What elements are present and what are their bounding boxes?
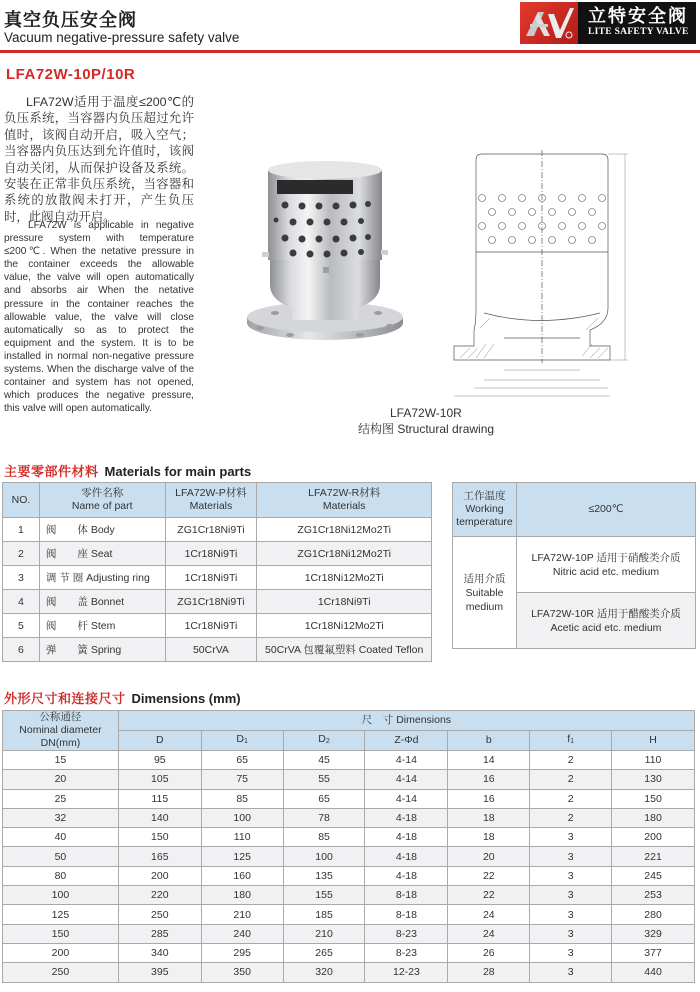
- cell-dimension: 28: [448, 963, 530, 982]
- cell-no: 5: [3, 614, 40, 638]
- temperature-label-en1: Working: [465, 503, 504, 515]
- cell-dimension: 8-23: [365, 943, 448, 962]
- cell-dimension: 4-18: [365, 866, 448, 885]
- medium-p-en: Nitric acid etc. medium: [552, 565, 660, 578]
- medium-r: [516, 593, 695, 649]
- drawing-caption-model: LFA72W-10R: [390, 406, 462, 420]
- cell-r-material: 50CrVA 包覆氟塑料 Coated Teflon: [257, 638, 432, 662]
- dimension-column-header: [365, 731, 448, 751]
- dimension-column-header: [448, 731, 530, 751]
- page-title-cn: 真空负压安全阀: [4, 10, 137, 30]
- cell-dimension: 4-14: [365, 770, 448, 789]
- cell-dimension: 8-23: [365, 924, 448, 943]
- cell-p-material: 1Cr18Ni9Ti: [165, 566, 257, 590]
- cell-dimension: 140: [118, 808, 201, 827]
- cell-dimension: 16: [448, 770, 530, 789]
- header-r-en: Materials: [322, 500, 366, 512]
- cell-dimension: 2: [530, 808, 612, 827]
- cell-dimension: 150: [118, 828, 201, 847]
- cell-dimension: 185: [283, 905, 365, 924]
- column-label: H: [649, 734, 657, 746]
- cell-dimension: 210: [201, 905, 283, 924]
- brand-name-en: LITE SAFETY VALVE: [588, 27, 689, 37]
- cell-dimension: 220: [118, 886, 201, 905]
- header-name-cn: 零件名称: [81, 487, 124, 499]
- dimension-column-header: [530, 731, 612, 751]
- dimensions-section-title: [4, 688, 241, 707]
- cell-dn: 15: [3, 751, 119, 770]
- materials-row: [3, 638, 432, 662]
- cell-p-material: 1Cr18Ni9Ti: [165, 614, 257, 638]
- structural-drawing: [440, 148, 690, 398]
- cell-dimension: 18: [448, 828, 530, 847]
- dimensions-row: [3, 751, 695, 770]
- cell-r-material: ZG1Cr18Ni12Mo2Ti: [257, 542, 432, 566]
- cell-dimension: 65: [201, 751, 283, 770]
- temperature-label: [453, 483, 517, 537]
- dimensions-row: [3, 789, 695, 808]
- header-p-cn: LFA72W-P材料: [175, 487, 247, 499]
- materials-row: [3, 590, 432, 614]
- brand-name: [578, 2, 696, 44]
- materials-table: [2, 482, 432, 662]
- cell-dimension: 3: [530, 828, 612, 847]
- cell-dimension: 22: [448, 886, 530, 905]
- cell-dimension: 78: [283, 808, 365, 827]
- temperature-label-en2: temperature: [456, 516, 513, 528]
- column-label: f: [567, 733, 571, 745]
- conditions-table: [452, 482, 696, 649]
- header-divider: [0, 50, 700, 53]
- cell-dimension: 3: [530, 943, 612, 962]
- brand-logo: [520, 2, 696, 44]
- cell-dn: 200: [3, 943, 119, 962]
- medium-r-cn: LFA72W-10R 适用于醋酸类介质: [531, 607, 681, 620]
- dimension-column-header: [118, 731, 201, 751]
- cell-dimension: 200: [118, 866, 201, 885]
- cell-dn: 40: [3, 828, 119, 847]
- cell-no: 4: [3, 590, 40, 614]
- column-label: Z-Φd: [394, 734, 419, 746]
- cell-dimension: 440: [612, 963, 695, 982]
- cell-dn: 32: [3, 808, 119, 827]
- cell-dimension: 2: [530, 789, 612, 808]
- cell-dimension: 350: [201, 963, 283, 982]
- header-dn-en2: DN(mm): [40, 737, 81, 749]
- header-dn-en1: Nominal diameter: [19, 724, 102, 736]
- cell-dimension: 125: [201, 847, 283, 866]
- cell-dimension: 115: [118, 789, 201, 808]
- header-name-en: Name of part: [71, 500, 133, 512]
- logo-icon: [520, 2, 578, 44]
- dimension-column-header: [612, 731, 695, 751]
- cell-dimension: 253: [612, 886, 695, 905]
- medium-label-en2: medium: [465, 600, 504, 613]
- cell-p-material: 50CrVA: [165, 638, 257, 662]
- column-subscript: 2: [325, 738, 330, 745]
- cell-p-material: ZG1Cr18Ni9Ti: [165, 518, 257, 542]
- product-photo: [230, 150, 420, 360]
- dimensions-row: [3, 905, 695, 924]
- dimensions-row: [3, 943, 695, 962]
- column-subscript: 1: [244, 738, 248, 745]
- cell-dimension: 3: [530, 886, 612, 905]
- cell-dimension: 26: [448, 943, 530, 962]
- cell-dimension: 8-18: [365, 886, 448, 905]
- medium-label: [453, 537, 517, 649]
- dimension-column-header: [283, 731, 365, 751]
- dimensions-row: [3, 828, 695, 847]
- temperature-value: ≤200℃: [516, 483, 695, 537]
- cell-dimension: 3: [530, 847, 612, 866]
- cell-no: 2: [3, 542, 40, 566]
- cell-no: 3: [3, 566, 40, 590]
- cell-dimension: 130: [612, 770, 695, 789]
- cell-dimension: 250: [118, 905, 201, 924]
- cell-dimension: 22: [448, 866, 530, 885]
- cell-dimension: 221: [612, 847, 695, 866]
- cell-dimension: 210: [283, 924, 365, 943]
- dimensions-row: [3, 866, 695, 885]
- dimension-column-header: [201, 731, 283, 751]
- cell-dimension: 285: [118, 924, 201, 943]
- cell-part-name: 调 节 圈 Adjusting ring: [39, 566, 165, 590]
- drawing-caption: [358, 405, 508, 437]
- column-label: D: [236, 733, 245, 745]
- cell-dimension: 85: [283, 828, 365, 847]
- column-label: D: [156, 734, 164, 746]
- cell-dimension: 265: [283, 943, 365, 962]
- header-name: [39, 483, 165, 518]
- temperature-label-cn: 工作温度: [463, 490, 506, 502]
- cell-dn: 250: [3, 963, 119, 982]
- cell-dn: 125: [3, 905, 119, 924]
- cell-part-name: 阀 盖 Bonnet: [39, 590, 165, 614]
- dimensions-title-en: Dimensions (mm): [131, 691, 241, 706]
- cell-dimension: 20: [448, 847, 530, 866]
- dimensions-row: [3, 963, 695, 982]
- cell-dimension: 320: [283, 963, 365, 982]
- cell-no: 1: [3, 518, 40, 542]
- cell-dimension: 100: [283, 847, 365, 866]
- cell-dn: 20: [3, 770, 119, 789]
- cell-dimension: 280: [612, 905, 695, 924]
- cell-r-material: 1Cr18Ni12Mo2Ti: [257, 614, 432, 638]
- medium-r-en: Acetic acid etc. medium: [550, 621, 662, 634]
- cell-dimension: 14: [448, 751, 530, 770]
- materials-title-en: Materials for main parts: [104, 464, 252, 479]
- cell-dimension: 65: [283, 789, 365, 808]
- brand-name-cn: 立特安全阀: [588, 6, 688, 26]
- cell-dimension: 240: [201, 924, 283, 943]
- cell-dn: 80: [3, 866, 119, 885]
- cell-part-name: 弹 簧 Spring: [39, 638, 165, 662]
- drawing-caption-text: 结构图 Structural drawing: [358, 422, 495, 436]
- page-title-en: Vacuum negative-pressure safety valve: [4, 30, 240, 45]
- cell-r-material: 1Cr18Ni9Ti: [257, 590, 432, 614]
- header-dimensions-group: 尺 寸 Dimensions: [118, 711, 694, 731]
- header-p-material: [165, 483, 257, 518]
- cell-dimension: 2: [530, 751, 612, 770]
- cell-dimension: 4-18: [365, 828, 448, 847]
- cell-dimension: 180: [612, 808, 695, 827]
- cell-r-material: 1Cr18Ni12Mo2Ti: [257, 566, 432, 590]
- cell-part-name: 阀 座 Seat: [39, 542, 165, 566]
- materials-section-title: [4, 461, 251, 480]
- cell-dimension: 75: [201, 770, 283, 789]
- cell-dimension: 4-18: [365, 808, 448, 827]
- materials-row: [3, 542, 432, 566]
- materials-title-cn: 主要零部件材料: [4, 464, 99, 479]
- cell-dimension: 45: [283, 751, 365, 770]
- header-p-en: Materials: [189, 500, 233, 512]
- cell-dimension: 340: [118, 943, 201, 962]
- cell-dimension: 24: [448, 905, 530, 924]
- cell-dimension: 135: [283, 866, 365, 885]
- cell-dimension: 4-18: [365, 847, 448, 866]
- medium-row-p: [453, 537, 696, 593]
- cell-dimension: 245: [612, 866, 695, 885]
- cell-dn: 100: [3, 886, 119, 905]
- cell-dimension: 55: [283, 770, 365, 789]
- cell-dimension: 395: [118, 963, 201, 982]
- cell-dimension: 377: [612, 943, 695, 962]
- cell-dn: 25: [3, 789, 119, 808]
- medium-label-en1: Suitable: [465, 586, 504, 599]
- dimensions-row: [3, 847, 695, 866]
- cell-dimension: 24: [448, 924, 530, 943]
- dimensions-table: [2, 710, 695, 983]
- cell-dimension: 2: [530, 770, 612, 789]
- header-dn-cn: 公称通径: [39, 711, 82, 723]
- materials-row: [3, 566, 432, 590]
- cell-dimension: 200: [612, 828, 695, 847]
- cell-p-material: 1Cr18Ni9Ti: [165, 542, 257, 566]
- dimensions-row: [3, 808, 695, 827]
- cell-r-material: ZG1Cr18Ni12Mo2Ti: [257, 518, 432, 542]
- column-label: b: [485, 734, 492, 746]
- description-cn: LFA72W适用于温度≤200℃的负压系统，当容器内负压超过允许值时，该阀自动开启，吸入空气；当容器内负压达到允许值时，该阀自动关闭，从而保护设备及系统。安装在正常非负压系统，当容器和系统的放散阀未打开，产生负压时，此阀自动开启。: [4, 95, 194, 224]
- header-dn: [3, 711, 119, 751]
- cell-dimension: 100: [201, 808, 283, 827]
- cell-dimension: 18: [448, 808, 530, 827]
- cell-dimension: 105: [118, 770, 201, 789]
- cell-dn: 50: [3, 847, 119, 866]
- cell-dimension: 12-23: [365, 963, 448, 982]
- cell-dimension: 165: [118, 847, 201, 866]
- cell-dimension: 110: [201, 828, 283, 847]
- cell-dimension: 4-14: [365, 789, 448, 808]
- cell-dimension: 3: [530, 963, 612, 982]
- cell-dimension: 3: [530, 866, 612, 885]
- cell-dimension: 16: [448, 789, 530, 808]
- cell-dimension: 110: [612, 751, 695, 770]
- materials-row: [3, 518, 432, 542]
- model-title: LFA72W-10P/10R: [6, 66, 136, 83]
- medium-label-cn: 适用介质: [463, 572, 506, 585]
- cell-dimension: 95: [118, 751, 201, 770]
- cell-dimension: 295: [201, 943, 283, 962]
- dimensions-row: [3, 886, 695, 905]
- header-r-material: [257, 483, 432, 518]
- description-en: LFA72W is applicable in negative pressure system with temperature ≤200℃. When the netative pressure in the container exceeds the allowable value, the valve will open automatically and absorbs air When the netative pressure in the container reaches the allowable value, the valve will close automatically so as to protect the equipment and the system. It is to be installed in normal non-negative pressure systems. When the discharge valve of the container and system has not opened, which produces the negative pressure, this valve will open automatically.: [4, 220, 194, 415]
- cell-dimension: 85: [201, 789, 283, 808]
- cell-dimension: 155: [283, 886, 365, 905]
- dimensions-row: [3, 770, 695, 789]
- column-label: D: [318, 733, 326, 745]
- dimensions-title-cn: 外形尺寸和连接尺寸: [4, 691, 126, 706]
- materials-row: [3, 614, 432, 638]
- medium-p-cn: LFA72W-10P 适用于硝酸类介质: [531, 551, 681, 564]
- temperature-row: [453, 483, 696, 537]
- header-r-cn: LFA72W-R材料: [308, 487, 381, 499]
- dimensions-header-row-1: [3, 711, 695, 731]
- medium-p: [516, 537, 695, 593]
- cell-dimension: 3: [530, 924, 612, 943]
- cell-dimension: 160: [201, 866, 283, 885]
- cell-dn: 150: [3, 924, 119, 943]
- materials-header-row: [3, 483, 432, 518]
- cell-no: 6: [3, 638, 40, 662]
- cell-dimension: 8-18: [365, 905, 448, 924]
- cell-dimension: 150: [612, 789, 695, 808]
- cell-dimension: 4-14: [365, 751, 448, 770]
- cell-dimension: 180: [201, 886, 283, 905]
- cell-dimension: 329: [612, 924, 695, 943]
- column-subscript: 1: [570, 738, 575, 745]
- cell-part-name: 阀 杆 Stem: [39, 614, 165, 638]
- cell-p-material: ZG1Cr18Ni9Ti: [165, 590, 257, 614]
- cell-part-name: 阀 体 Body: [39, 518, 165, 542]
- dimensions-row: [3, 924, 695, 943]
- header-no: NO.: [3, 483, 40, 518]
- cell-dimension: 3: [530, 905, 612, 924]
